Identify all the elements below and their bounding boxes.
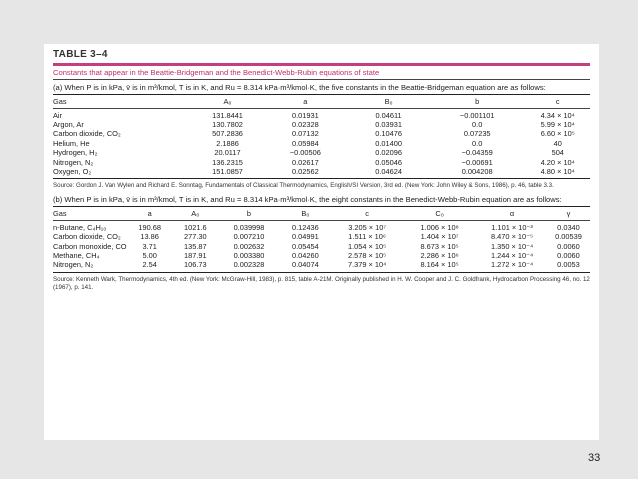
part-a-table <box>53 94 590 177</box>
part-b-table-cell: 1.244 × 10⁻⁴ <box>490 251 534 261</box>
part-a-header-cell: A₀ <box>193 94 263 108</box>
part-a-table-cell: 4.20 × 10⁴ <box>540 157 575 167</box>
part-a-table-cell: 6.60 × 10⁵ <box>540 129 575 139</box>
part-b-source: Source: Kenneth Wark, Thermodynamics, 4th ed. (New York: McGraw-Hill, 1983), p. 815, table A-21M. Originally published in H. W. Cooper and J. C. Goldfrank, Hydrocarbon Processing 46, no. 12 (1967), p. 141. <box>53 275 590 291</box>
part-b-header-cell: Gas <box>53 206 128 220</box>
part-a-table-cell: 4.34 × 10⁴ <box>540 110 575 120</box>
part-b-table-cell: 0.007210 <box>233 232 265 242</box>
part-b-table-cell: 1021.6 <box>183 222 207 232</box>
part-b-table-cell: 0.0060 <box>557 241 580 251</box>
part-b-header-cell: C₀ <box>402 206 477 220</box>
part-b-table-cell: 13.86 <box>140 232 159 242</box>
part-a-table-cell: 0.10476 <box>375 129 402 139</box>
part-b-table-cell: 0.04074 <box>292 260 319 270</box>
divider <box>53 79 590 80</box>
part-b-table-cell: Carbon monoxide, CO <box>53 241 127 251</box>
part-a-table-row <box>53 120 590 129</box>
part-b-table-cell: 187.91 <box>183 251 207 261</box>
part-b-table-cell: 3.205 × 10⁷ <box>348 222 386 232</box>
part-a-header-cell: B₀ <box>348 94 429 108</box>
part-a-header-cell: c <box>526 94 590 108</box>
part-a-table-cell: Hydrogen, H₂ <box>53 148 98 158</box>
part-a-table-cell: 0.04611 <box>375 110 402 120</box>
part-a-table-cell: Oxygen, O₂ <box>53 166 92 176</box>
part-b-table-cell: 0.04991 <box>292 232 319 242</box>
part-b-table-cell: 1.404 × 10⁷ <box>420 232 459 242</box>
part-b-table-cell: 0.0060 <box>557 251 580 261</box>
part-b-table-cell: 0.0053 <box>557 260 580 270</box>
part-b-table-cell: 277.30 <box>183 232 207 242</box>
part-a-table-cell: 0.05046 <box>375 157 402 167</box>
part-b-table-cell: 2.54 <box>142 260 157 270</box>
part-a-table-cell: −0.04359 <box>461 148 493 158</box>
part-a-table-cell: 136.2315 <box>212 157 243 167</box>
part-a-table-cell: Carbon dioxide, CO₂ <box>53 129 121 139</box>
part-b-table-cell: 0.05454 <box>292 241 319 251</box>
part-a-table-cell: 0.03931 <box>375 119 402 129</box>
part-b-table-row <box>53 242 590 251</box>
accent-bar <box>53 63 590 66</box>
part-a-table-cell: 0.02096 <box>375 148 402 158</box>
part-a-table-cell: 130.7802 <box>212 119 243 129</box>
part-a-table-cell: 0.01931 <box>292 110 319 120</box>
part-b-table-cell: 0.002632 <box>233 241 265 251</box>
part-b-bottom-rule <box>53 272 590 273</box>
part-a-table-cell: 2.1886 <box>216 138 239 148</box>
part-a-table-cell: 20.0117 <box>214 148 241 158</box>
part-a-table-cell: 0.02328 <box>292 119 319 129</box>
part-b-table-cell: 8.673 × 10⁵ <box>420 241 459 251</box>
part-a-table-cell: 0.0 <box>472 138 483 148</box>
part-b-table-cell: 1.054 × 10⁵ <box>348 241 387 251</box>
part-a-bottom-rule <box>53 178 590 179</box>
part-a-table-cell: 0.0 <box>472 119 483 129</box>
part-b-table-cell: 0.002328 <box>233 260 265 270</box>
part-b-table-cell: 0.0340 <box>557 222 580 232</box>
part-a-header-cell: b <box>429 94 526 108</box>
part-b-header-cell: α <box>477 206 547 220</box>
part-b-table-cell: 3.71 <box>142 241 157 251</box>
table-title: TABLE 3–4 <box>53 49 108 60</box>
part-b-table-cell: 7.379 × 10⁴ <box>347 260 387 270</box>
part-a-table-row <box>53 148 590 157</box>
part-b-table-cell: 5.00 <box>142 251 157 261</box>
part-a-table-cell: 0.01400 <box>375 138 402 148</box>
part-a-table-cell: 0.07132 <box>292 129 319 139</box>
part-a-table-cell: Helium, He <box>53 138 90 148</box>
part-b-intro: (b) When P is in kPa, v̄ is in m³/kmol, T is in K, and Ru = 8.314 kPa·m³/kmol·K, the eight constants in the Benedict-Webb-Rubin equation are as follows: <box>53 195 562 205</box>
part-b-table-row <box>53 220 590 232</box>
part-b-table-cell: 135.87 <box>183 241 207 251</box>
part-b-header-cell: γ <box>547 206 590 220</box>
part-b-table-cell: 2.578 × 10⁵ <box>348 251 387 261</box>
part-b-table <box>53 206 590 270</box>
part-b-header-cell: c <box>332 206 402 220</box>
part-b-header-cell: B₀ <box>279 206 333 220</box>
table-card <box>44 44 599 440</box>
part-b-table-cell: Carbon dioxide, CO₂ <box>53 232 121 242</box>
part-a-table-cell: 0.004208 <box>461 166 493 176</box>
part-a-header-cell: a <box>262 94 348 108</box>
part-a-table-cell: 504 <box>551 148 564 158</box>
part-a-table-cell: 0.02617 <box>292 157 319 167</box>
part-b-table-cell: 106.73 <box>183 260 207 270</box>
part-b-table-cell: 8.164 × 10⁵ <box>420 260 459 270</box>
part-a-table-row <box>53 129 590 138</box>
part-a-table-row <box>53 139 590 148</box>
slide-number: 33 <box>588 452 601 464</box>
part-b-table-cell: 0.039998 <box>233 222 265 232</box>
part-b-table-cell: Nitrogen, N₂ <box>53 260 94 270</box>
part-a-table-cell: 507.2836 <box>212 129 243 139</box>
part-b-header-cell: b <box>219 206 278 220</box>
part-a-table-cell: −0.00506 <box>289 148 321 158</box>
part-b-table-row <box>53 232 590 241</box>
part-a-table-cell: Argon, Ar <box>53 119 84 129</box>
part-b-table-row <box>53 251 590 260</box>
part-b-header-cell: A₀ <box>171 206 219 220</box>
table-caption: Constants that appear in the Beattie-Bridgeman and the Benedict-Webb-Rubin equations of state <box>53 68 380 77</box>
part-a-table-cell: 151.0857 <box>212 166 243 176</box>
part-a-table-row <box>53 167 590 176</box>
part-a-table-row <box>53 108 590 120</box>
part-a-table-cell: 0.04624 <box>375 166 402 176</box>
part-a-table-cell: 40 <box>553 138 562 148</box>
part-a-table-row <box>53 158 590 167</box>
part-a-header-cell: Gas <box>53 94 193 108</box>
part-a-table-cell: 4.80 × 10⁴ <box>540 166 575 176</box>
part-b-table-cell: 0.12436 <box>292 222 319 232</box>
part-a-intro: (a) When P is in kPa, v̄ is in m³/kmol, T is in K, and Ru = 8.314 kPa·m³/kmol·K, the five constants in the Beattie-Bridgeman equation are as follows: <box>53 83 546 92</box>
part-a-table-cell: Nitrogen, N₂ <box>53 157 94 167</box>
part-b-table-cell: 1.511 × 10⁶ <box>348 232 386 242</box>
part-b-table-cell: 0.04260 <box>292 251 319 261</box>
part-a-table-cell: 0.05984 <box>292 138 319 148</box>
part-b-table-cell: 0.00539 <box>555 232 582 242</box>
part-b-table-cell: Methane, CH₄ <box>53 251 100 261</box>
part-b-table-row <box>53 260 590 269</box>
part-b-table-cell: 0.003380 <box>233 251 265 261</box>
part-a-table-cell: −0.00691 <box>461 157 493 167</box>
part-a-table-cell: 5.99 × 10⁴ <box>540 119 575 129</box>
part-b-table-cell: 8.470 × 10⁻⁵ <box>491 232 534 242</box>
part-a-table-cell: Air <box>53 110 63 120</box>
part-b-table-cell: 2.286 × 10⁶ <box>420 251 459 261</box>
part-b-table-cell: 1.272 × 10⁻⁴ <box>490 260 534 270</box>
part-b-table-cell: 1.350 × 10⁻⁴ <box>490 241 534 251</box>
part-b-table-cell: 1.101 × 10⁻³ <box>491 222 533 232</box>
part-a-table-cell: 0.02562 <box>292 166 319 176</box>
part-b-header-cell: a <box>128 206 171 220</box>
part-a-table-cell: 0.07235 <box>463 129 491 139</box>
part-a-table-cell: 131.8441 <box>212 110 243 120</box>
part-a-table-cell: −0.001101 <box>459 110 495 120</box>
part-b-table-cell: 190.68 <box>138 222 161 232</box>
part-b-table-cell: n-Butane, C₄H₁₀ <box>53 222 107 232</box>
part-a-source: Source: Gordon J. Van Wylen and Richard E. Sonntag, Fundamentals of Classical Thermodynamics, English/SI Version, 3rd ed. (New York: John Wiley & Sons, 1986), p. 46, table 3.3. <box>53 182 554 190</box>
part-b-table-cell: 1.006 × 10⁸ <box>420 222 459 232</box>
